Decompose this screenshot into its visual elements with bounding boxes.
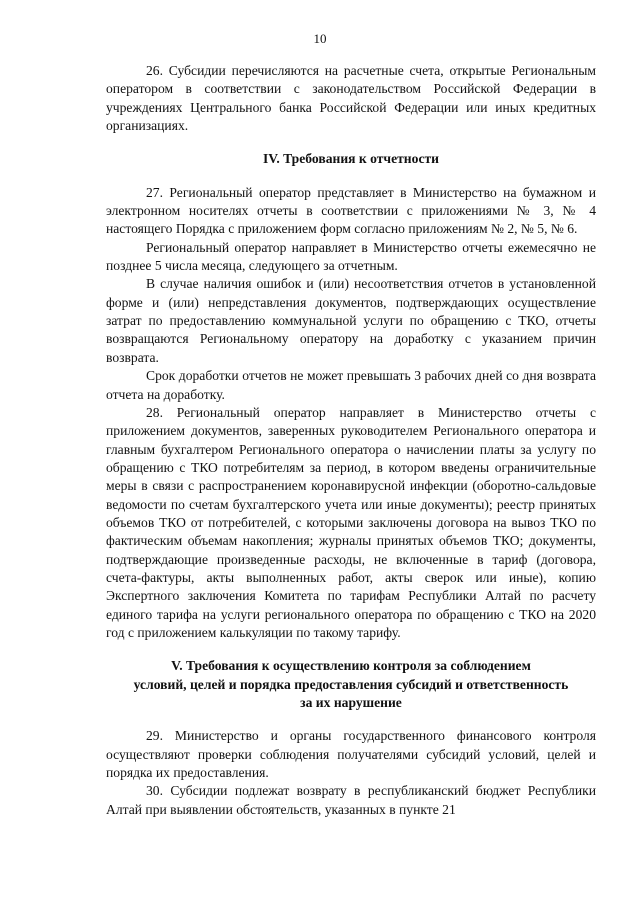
paragraph-26: 26. Субсидии перечисляются на расчетные счета, открытые Региональным оператором в соответствии с законодательством Российской Федерации в учреждениях Центрального банка Российской Федерации или иных кредитных организациях.	[106, 63, 596, 134]
document-body	[106, 62, 596, 819]
paragraph-27: 27. Региональный оператор представляет в Министерство на бумажном и электронном носителях отчеты в соответствии с приложениями № 3, № 4 настоящего Порядка с приложением форм согласно приложениям № 2, № 5, № 6.	[106, 184, 596, 237]
paragraph-28: 28. Региональный оператор направляет в Министерство отчеты с приложением документов, заверенных руководителем Регионального оператора и главным бухгалтером Регионального оператора о начислении платы за услугу по обращению с ТКО потребителям за период, в котором введены ограничительные меры в связи с распространением коронавирусной инфекции (оборотно-сальдовые ведомости по счетам бухгалтерского учета или иные документы); реестр принятых объемов ТКО от потребителей, с которыми заключены договора на вывоз ТКО по фактическим объемам накопления; журналы принятых объемов ТКО; документы, подтверждающие произведенные расходы, не включенные в тариф (договора, счета-фактуры, акты выполненных работ, акты сверок или иные), копию Экспертного заключения Комитета по тарифам Республики Алтай по расчету единого тарифа на услуги регионального оператора по обращению с ТКО на 2020 год с приложением калькуляции по такому тарифу.	[106, 404, 596, 640]
page-number: 10	[313, 31, 327, 46]
paragraph-29: 29. Министерство и органы государственного финансового контроля осуществляют проверки соблюдения получателями субсидий условий, целей и порядка их предоставления.	[106, 728, 596, 781]
section-heading-v-line3: за их нарушение	[300, 695, 402, 710]
paragraph-30: 30. Субсидии подлежат возврату в республиканский бюджет Республики Алтай при выявлении обстоятельств, указанных в пункте 21	[106, 783, 596, 817]
paragraph-27-rework: Срок доработки отчетов не может превышать 3 рабочих дней со дня возврата отчета на доработку.	[106, 368, 596, 402]
section-heading-v-line2: условий, целей и порядка предоставления субсидий и ответственность	[133, 676, 569, 692]
paragraph-27-errors: В случае наличия ошибок и (или) несоответствия отчетов в установленной форме и (или) непредставления документов, подтверждающих осуществление затрат по предоставлению коммунальной услуги по обращению с ТКО, отчеты возвращаются Региональному оператору на доработку с указанием причин возврата.	[106, 276, 596, 365]
section-heading-iv: IV. Требования к отчетности	[262, 151, 439, 167]
paragraph-27-deadline: Региональный оператор направляет в Министерство отчеты ежемесячно не позднее 5 числа месяца, следующего за отчетным.	[106, 239, 596, 274]
section-heading-v-line1: V. Требования к осуществлению контроля за соблюдением	[171, 658, 531, 674]
